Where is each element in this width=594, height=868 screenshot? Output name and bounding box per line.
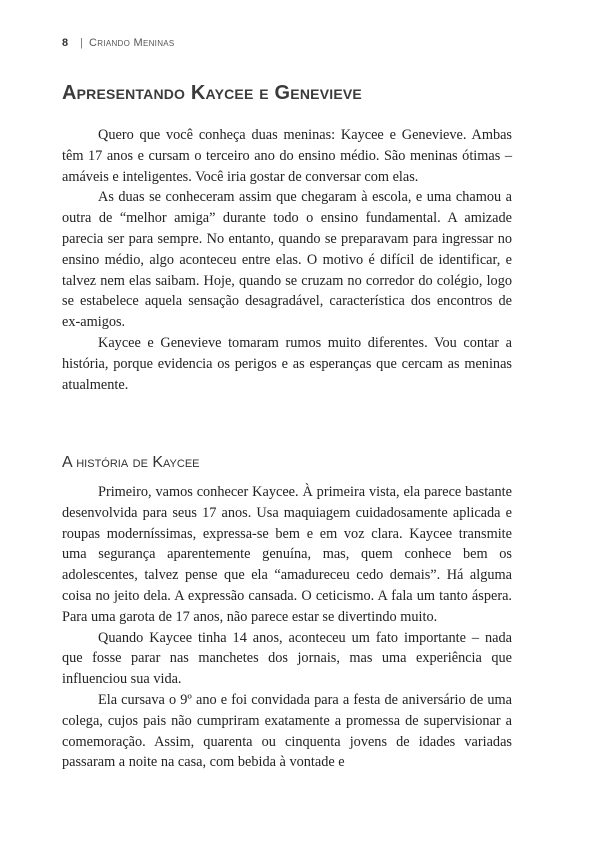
header-separator: | bbox=[80, 37, 83, 49]
paragraph: Ela cursava o 9º ano e foi convidada para a festa de aniversário de uma colega, cujos pais não cumpriram exatamente a promessa de supervisionar a comemoração. Assim, quarenta ou cinquenta jovens de idades variadas passaram a noite na casa, com bebida à vontade e bbox=[62, 691, 512, 771]
book-title: Criando Meninas bbox=[88, 37, 175, 49]
paragraph: As duas se conheceram assim que chegaram à escola, e uma chamou a outra de “melhor amiga” durante todo o ensino fundamental. A amizade parecia ser para sempre. No entanto, quando se preparavam para ingressar no ensino médio, algo aconteceu entre elas. O motivo é difícil de identificar, e talvez nem elas saibam. Hoje, quando se cruzam no corredor do colégio, logo se estabelece aquela sensação desagradável, característica dos encontros de ex-amigos. bbox=[62, 189, 512, 331]
paragraph: Quero que você conheça duas meninas: Kaycee e Genevieve. Ambas têm 17 anos e cursam o terceiro ano do ensino médio. São meninas ótimas – amáveis e inteligentes. Você iria gostar de conversar com elas. bbox=[62, 127, 512, 185]
section-body-text bbox=[62, 482, 512, 773]
paragraph: Kaycee e Genevieve tomaram rumos muito diferentes. Vou contar a história, porque evidencia os perigos e as esperanças que cercam as meninas atualmente. bbox=[62, 334, 512, 393]
paragraph: Quando Kaycee tinha 14 anos, aconteceu um fato importante – nada que fosse parar nas manchetes dos jornais, mas uma experiência que influenciou sua vida. bbox=[62, 629, 512, 688]
chapter-title: Apresentando Kaycee e Genevieve bbox=[62, 82, 362, 104]
running-header bbox=[62, 37, 175, 49]
page-number: 8 bbox=[62, 37, 69, 49]
paragraph: Primeiro, vamos conhecer Kaycee. À primeira vista, ela parece bastante desenvolvida para seus 17 anos. Usa maquiagem cuidadosamente aplicada e roupas moderníssimas, expressa-se bem e em voz clara. Kaycee transmite uma segurança aparentemente genuína, mas, quem conhece bem os adolescentes, talvez pense que ela “amadureceu cedo demais”. Há alguma coisa no jeito dela. A expressão cansada. O ceticismo. A fala um tanto áspera. Para uma garota de 17 anos, não parece estar se divertindo muito. bbox=[62, 484, 512, 625]
section-title: A história de Kaycee bbox=[62, 454, 200, 471]
chapter-intro-text bbox=[62, 125, 512, 395]
